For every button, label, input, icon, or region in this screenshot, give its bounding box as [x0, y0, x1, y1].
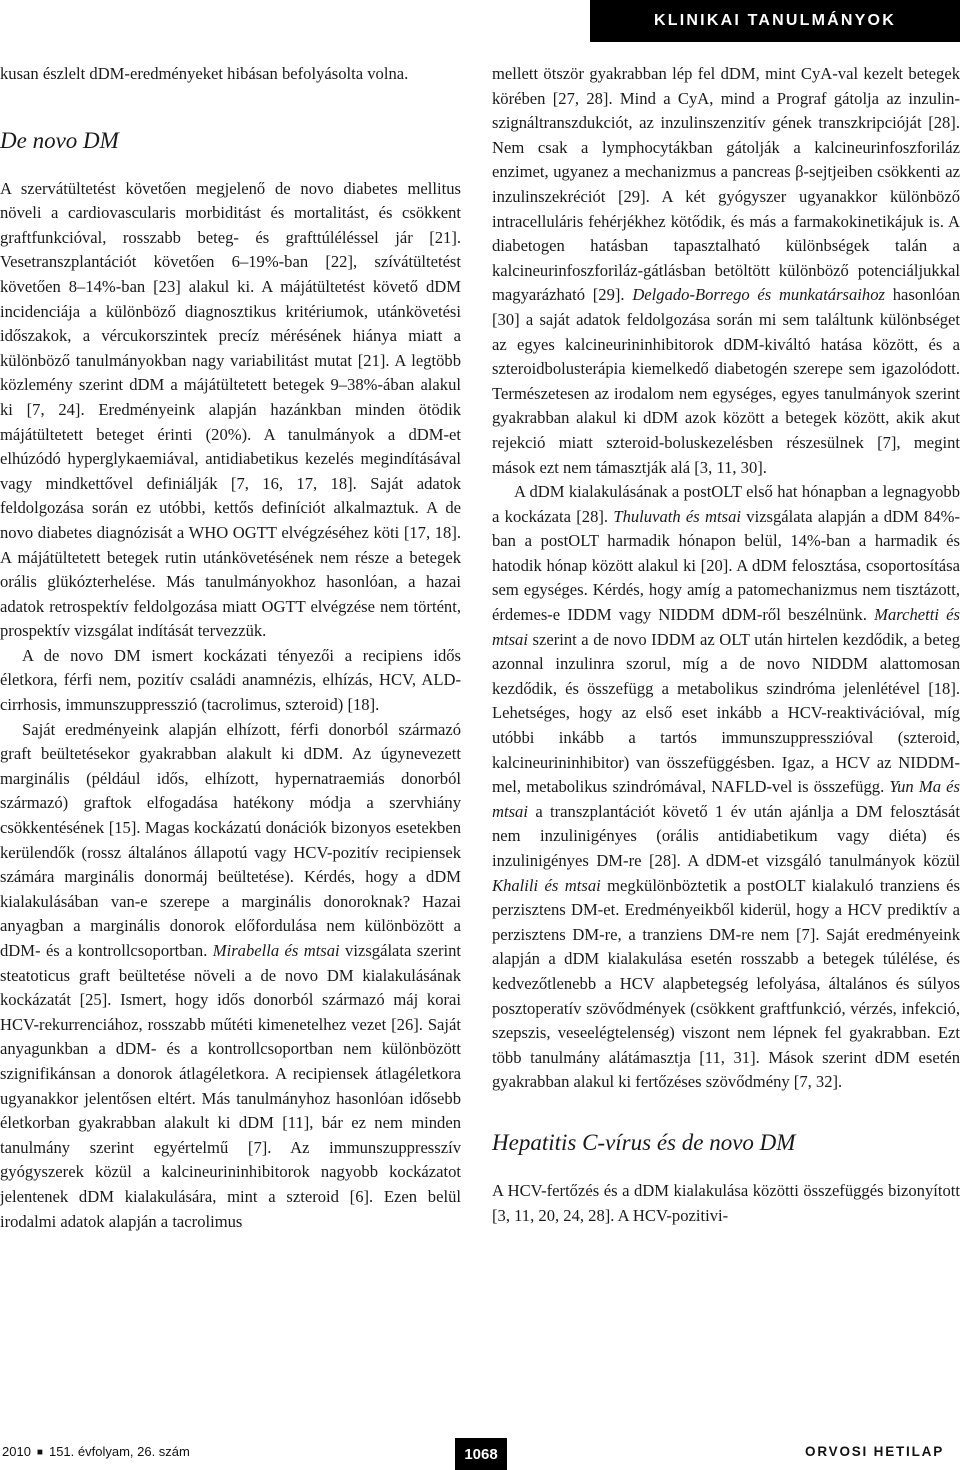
paragraph-donor-graft: [0, 718, 461, 1234]
text-segment: A dDM kialakulásának a postOLT első hat hónapban a legnagyobb a kockázata [28].: [492, 482, 960, 526]
heading-hepatitis-c: Hepatitis C-vírus és de novo DM: [492, 1129, 796, 1155]
paragraph-hcv: A HCV-fertőzés és a dDM kialakulása közötti összefüggés bizonyított [3, 11, 20, 24, 28]. A HCV-pozitivi-: [492, 1180, 960, 1225]
text-segment: vizsgálata szerint steatoticus graft beültetése növeli a de novo DM kialakulásának kockázatát [25]. Ismert, hogy idős donorból származó máj korai HCV-rekurrenciához, rosszabb műtéti kimenetelhez vezet [26]. Saját anyagunkban a dDM- és a kontrollcsoportban nem különbözött szignifikánsan a donorok átlagéletkora. A recipiensek átlagéletkora ugyanakkor jelentősen eltért. Más tanulmányhoz hasonlóan idősebb életkorban gyakrabban alakult ki dDM [11], bár ez nem minden tanulmány szerint egyértelmű [7]. Az immunszuppresszív gyógyszerek közül a kalcineurininhibitorok nagyobb kockázatot jelentenek dDM kialakulására, mint a szteroid [6]. Ezen belül irodalmi adatok alapján a tacrolimus: [0, 941, 461, 1231]
section-header-band: [590, 0, 960, 42]
text-segment: a transzplantációt követő 1 év után ajánlja a DM felosztását nem inzulinigényes (orális antidiabetikum vagy diéta) és inzulinigényes DM-re [28]. A dDM-et vizsgáló tanulmányok közül: [492, 801, 960, 870]
intro-paragraph: kusan észlelt dDM-eredményeket hibásan befolyásolta volna.: [0, 64, 409, 83]
footer-year: 2010: [2, 1444, 31, 1459]
right-column: [492, 62, 960, 1228]
author-citation: Mirabella és mtsai: [212, 941, 340, 960]
page-number: 1068: [455, 1438, 507, 1470]
paragraph-tacrolimus: [492, 62, 960, 480]
text-segment: Saját eredményeink alapján elhízott, férfi donorból származó graft beültetésekor gyakrabban alakult ki dDM. Az úgynevezett marginális (például idős, elhízott, hypernatraemiás donorból származó) graftok elfogadása hatékony módja a szervhiány csökkentésének [15]. Magas kockázatú donációk bizonyos esetekben kerülendők (rossz általános állapotú vagy HCV-pozitív recipiensek számára marginális donormáj beültetése). Kérdés, hogy a dDM kialakulásában van-e szerepe a marginális donoroknak? Hazai anyagban a marginális donorok előfordulása nem különbözött a dDM- és a kontrollcsoportban.: [0, 719, 461, 960]
author-citation: Yun Ma és mtsai: [492, 777, 960, 821]
text-segment: szerint a de novo IDDM az OLT után hirtelen kezdődik, a beteg azonnal inzulinra szorul, míg a de novo NIDDM alattomosan kezdődik, és összefügg a metabolikus szindróma jelenlétével [18]. Lehetséges, hogy az első eset inkább a HCV-reaktivációval, míg utóbbi inkább a tartós immunszuppresszióval (szteroid, kalcineurininhibitor) van összefüggésben. Igaz, a HCV az NIDDM-mel, metabolikus szindrómával, NAFLD-vel is összefügg.: [492, 629, 960, 797]
author-citation: Khalili és mtsai: [492, 875, 601, 895]
heading-de-novo-dm: De novo DM: [0, 127, 119, 153]
text-segment: mellett ötször gyakrabban lép fel dDM, mint CyA-val kezelt betegek körében [27, 28]. Mind a CyA, mind a Prograf gátolja az inzulin-szignáltranszdukciót, az inzulinszenzitív gének transzkripcióját [28]. Nem csak a lymphocytákban gátolják a kalcineurinfoszforiláz enzimet, ugyanez a mechanizmus a pancreas β-sejtjeiben csökkenti az inzulinszekréciót [29]. A két gyógyszer ugyanakkor különböző intracelluláris fehérjékhez kötődik, és más a farmakokinetikájuk is. A diabetogen hatásban tapasztalható különbségek talán a kalcineurinfoszforiláz-gátlásban betöltött különböző potenciáljukkal magyarázható [29].: [492, 64, 960, 305]
footer-issue-info: [2, 1444, 190, 1459]
journal-name: ORVOSI HETILAP: [805, 1444, 944, 1459]
square-bullet-icon: ■: [36, 1447, 43, 1458]
author-citation: Thuluvath és mtsai: [613, 506, 741, 526]
paragraph-de-novo-1: A szervátültetést követően megjelenő de novo diabetes mellitus növeli a cardiovascularis morbiditást és mortalitást, és csökkent graftfunkcióval, rosszabb beteg- és grafttúléléssel jár [21]. Vesetranszplantációt követően 6–19%-ban [22], szívátültetést követően 8–14%-ban [23] alakul ki. A májátültetést követő dDM incidenciája a különböző diagnosztikus kritériumok, utánkövetési időszakok, a vércukorszintek precíz mérésének hiánya miatt a különböző tanulmányokban nagy variabilitást mutat [21]. A legtöbb közlemény szerint dDM a májátültetett betegek 9–38%-ában alakul ki [7, 24]. Eredményeink alapján hazánkban minden ötödik májátültetett beteget érinti (20%). A tanulmányok a dDM-et elhúzódó hyperglykaemiával, antidiabetikus kezelés megindításával vagy mindkettővel definiálják [7, 16, 17, 18]. Saját adatok feldolgozása során ez utóbbi, kettős definíciót alkalmaztuk. A de novo diabetes diagnózisát a WHO OGTT elvégzéséhez köti [17, 18]. A májátültetett betegek rutin utánkövetésének nem része a betegek orális glükózterhelése. Más tanulmányokhoz hasonlóan, a hazai adatok retrospektív feldolgozása miatt OGTT elvégzése nem történt, prospektív vizsgálat indítását tervezzük.: [0, 178, 461, 641]
author-citation: Marchetti és mtsai: [492, 605, 960, 649]
text-segment: megkülönböztetik a postOLT kialakuló tranziens és perzisztens DM-et. Eredményeikből kiderül, hogy a HCV prediktív a perzisztens DM-re, a tranziens DM-re nem [7]. Saját eredményeink alapján a dDM kialakulása esetén rosszabb a betegek túlélése, és kedvezőtlenebb a HCV alapbetegség lefolyása, általános és súlyos posztoperatív szövődmények (csökkent graftfunkció, vérzés, infekció, szepszis, veseelégtelenség) viszont nem lépnek fel gyakrabban. Ezt több tanulmány alátámasztja [11, 31]. Mások szerint dDM esetén gyakrabban alakul ki fertőzéses szövődmény [7, 32].: [492, 875, 960, 1092]
text-segment: hasonlóan [30] a saját adatok feldolgozása során mi sem találtunk különbséget az egyes kalcineurininhibitorok dDM-kiváltó hatása között, és a szteroidbolusterápia kiemelkedő diabetogén szerepe sem igazolódott. Természetesen az irodalom nem egységes, egyes tanulmányok szerint gyakrabban alakul ki dDM azok között a betegek között, akik akut rejekció miatt szteroid-boluskezelésben részesülnek [7], megint mások ezt nem támasztják alá [3, 11, 30].: [492, 285, 960, 477]
author-citation: Delgado-Borrego és munkatársaihoz: [632, 285, 885, 305]
text-segment: vizsgálata alapján a dDM 84%-ban a postOLT harmadik hónapon belül, 14%-ban a harmadik és hatodik hónap között alakul ki [20]. A dDM felosztása, csoportosítása sem egységes. Kérdés, hogy amíg a patomechanizmus nem tisztázott, érdemes-e IDDM vagy NIDDM dDM-ről beszélnünk.: [492, 506, 960, 625]
section-label: KLINIKAI TANULMÁNYOK: [654, 12, 896, 29]
footer-issue: 151. évfolyam, 26. szám: [48, 1444, 190, 1459]
paragraph-ddm-timing: [492, 480, 960, 1095]
left-column: [0, 62, 461, 1234]
paragraph-risk-factors: A de novo DM ismert kockázati tényezői a recipiens idős életkora, férfi nem, pozitív családi anamnézis, elhízás, HCV, ALD-cirrhosis, immunszuppresszió (tacrolimus, szteroid) [18].: [0, 645, 461, 715]
page-footer: [0, 1430, 960, 1470]
